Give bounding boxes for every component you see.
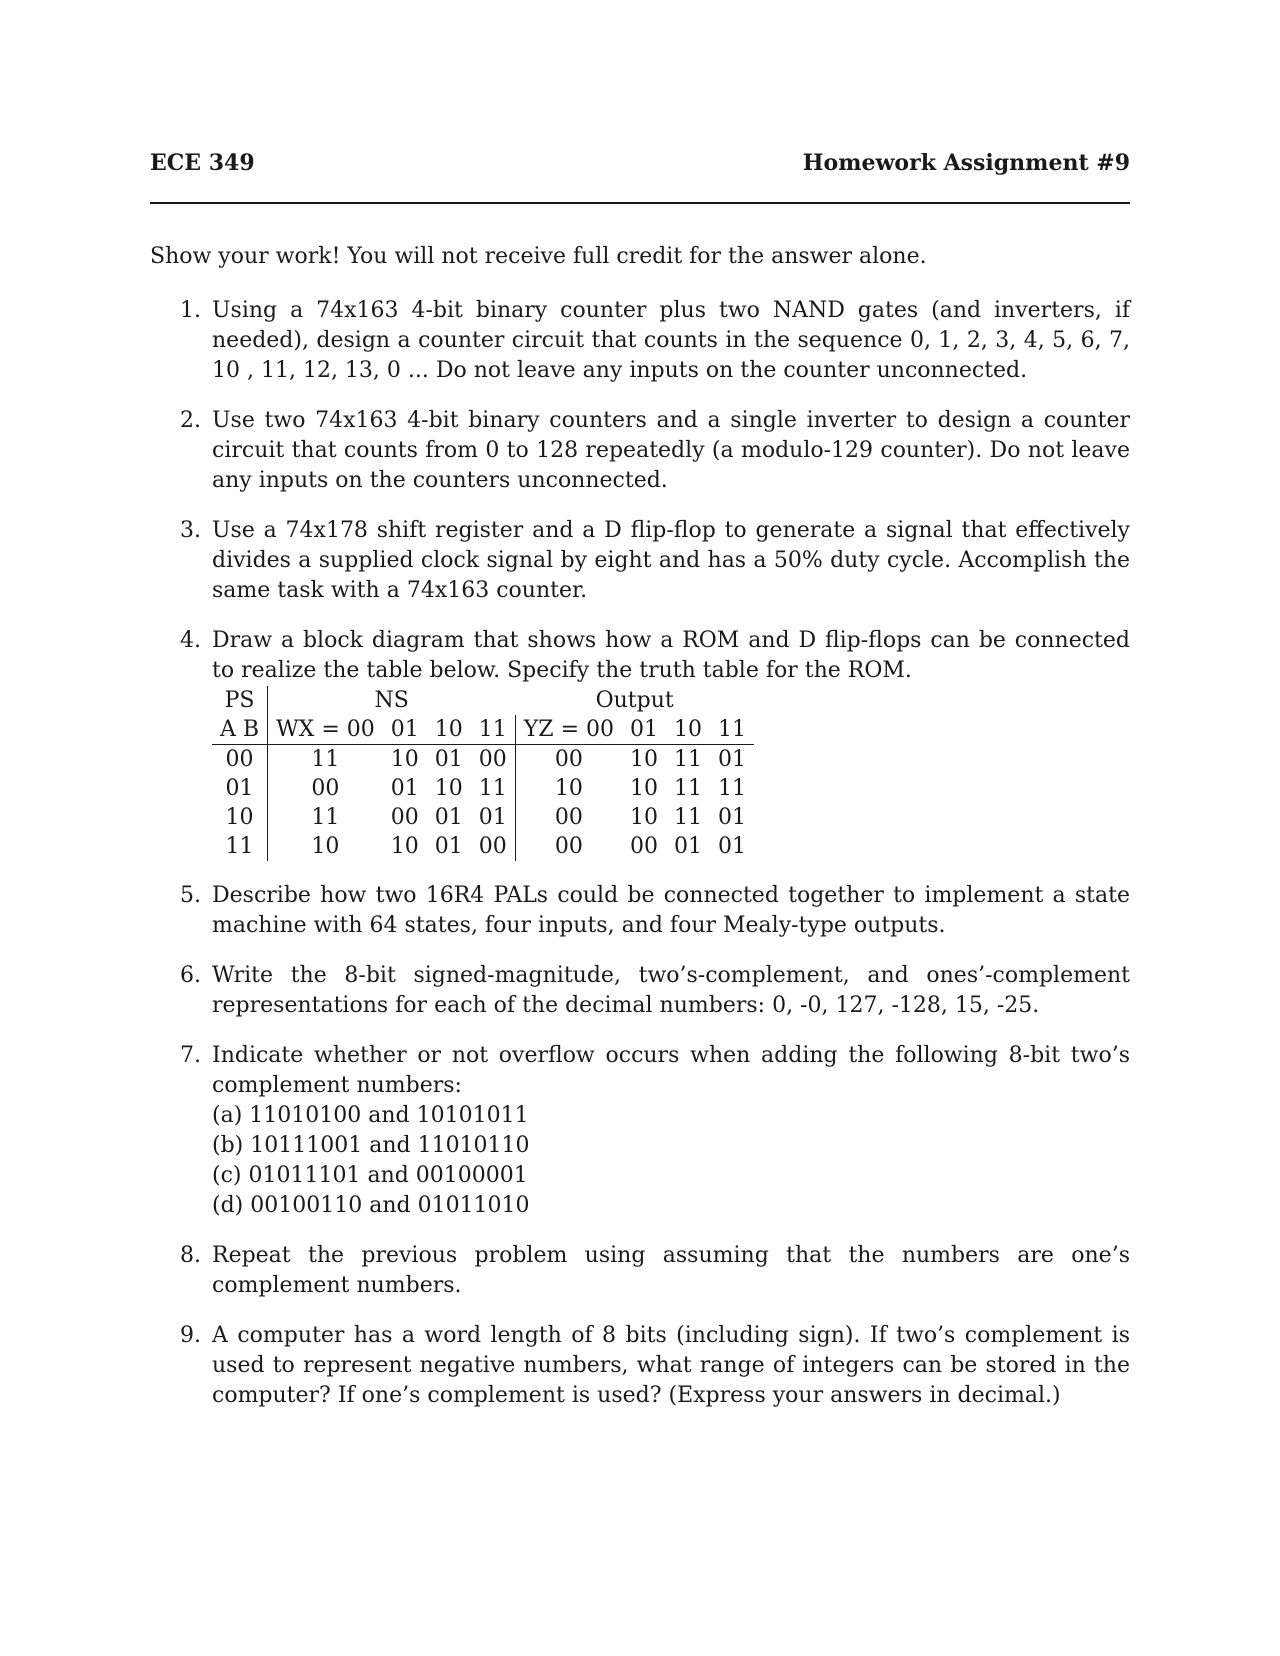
output-col-header: 10 <box>666 715 710 745</box>
problem-number: 6. <box>180 963 201 988</box>
ns-col-header: WX = 00 <box>268 715 383 745</box>
ns-col-header: 11 <box>471 715 516 745</box>
problem-text: Indicate whether or not overflow occurs when adding the following 8-bit two’s complement numbers: <box>212 1043 1130 1098</box>
problem-7 <box>150 1041 1130 1221</box>
output-cell: 11 <box>674 747 702 772</box>
output-cell: 00 <box>554 834 583 859</box>
ns-cell: 11 <box>311 747 340 772</box>
problem-5 <box>150 881 1130 941</box>
output-cell: 00 <box>554 805 583 830</box>
problem-text: Describe how two 16R4 PALs could be connected together to implement a state machine with 64 states, four inputs, and four Mealy-type outputs. <box>212 883 1130 938</box>
output-cell: 10 <box>630 805 658 830</box>
output-cell: 11 <box>674 776 702 801</box>
page-header <box>150 150 1130 190</box>
problem-number: 1. <box>180 298 201 323</box>
problem-text: Using a 74x163 4-bit binary counter plus two NAND gates (and inverters, if needed), design a counter circuit that counts in the sequence 0, 1, 2, 3, 4, 5, 6, 7, 10 , 11, 12, 13, 0 ... Do not leave any inputs on the counter unconnected. <box>212 298 1130 383</box>
problem-text: Use a 74x178 shift register and a D flip-flop to generate a signal that effectively divides a supplied clock signal by eight and has a 50% duty cycle. Accomplish the same task with a 74x163 counter. <box>212 518 1130 603</box>
ns-group-header: NS <box>374 688 409 713</box>
header-rule <box>150 202 1130 204</box>
problem-number: 9. <box>180 1323 201 1348</box>
problem-number: 4. <box>180 628 201 653</box>
problem-number: 3. <box>180 518 201 543</box>
ps-cell: 10 <box>212 803 268 832</box>
problem-9 <box>150 1321 1130 1411</box>
ns-cell: 10 <box>390 747 419 772</box>
output-cell: 11 <box>718 776 746 801</box>
problem-2 <box>150 406 1130 496</box>
ps-sub-header: A B <box>212 715 268 745</box>
subpart-c: (c) 01011101 and 00100001 <box>212 1163 528 1188</box>
intro-text: Show your work! You will not receive full credit for the answer alone. <box>150 244 927 269</box>
ns-cell: 11 <box>311 805 340 830</box>
problem-text: Draw a block diagram that shows how a ROM and D flip-flops can be connected to realize the table below. Specify the truth table for the ROM. <box>212 628 1130 683</box>
ps-cell: 11 <box>212 832 268 861</box>
output-cell: 10 <box>630 747 658 772</box>
problem-text: Use two 74x163 4-bit binary counters and a single inverter to design a counter circuit that counts from 0 to 128 repeatedly (a modulo-129 counter). Do not leave any inputs on the counters unconnected. <box>212 408 1130 493</box>
course-code: ECE 349 <box>150 150 255 176</box>
output-group-header: Output <box>595 688 674 713</box>
problem-number: 2. <box>180 408 201 433</box>
subpart-d: (d) 00100110 and 01011010 <box>212 1193 530 1218</box>
output-col-header: YZ = 00 <box>515 715 622 745</box>
output-col-header: 11 <box>710 715 754 745</box>
ns-cell: 10 <box>434 776 463 801</box>
output-cell: 00 <box>630 834 658 859</box>
problem-number: 8. <box>180 1243 201 1268</box>
table-row <box>212 803 754 832</box>
subpart-b: (b) 10111001 and 11010110 <box>212 1133 530 1158</box>
ns-cell: 01 <box>434 747 463 772</box>
table-row <box>212 774 754 803</box>
state-table <box>212 686 754 861</box>
problem-text: Write the 8-bit signed-magnitude, two’s-complement, and ones’-complement representations for each of the decimal numbers: 0, -0, 127, -128, 15, -25. <box>212 963 1130 1018</box>
subpart-a: (a) 11010100 and 10101011 <box>212 1103 529 1128</box>
output-col-header: 01 <box>622 715 666 745</box>
problem-text: Repeat the previous problem using assuming that the numbers are one’s complement numbers. <box>212 1243 1130 1298</box>
ns-col-header: 10 <box>427 715 471 745</box>
problem-3 <box>150 516 1130 606</box>
ns-cell: 01 <box>390 776 419 801</box>
output-cell: 01 <box>718 747 746 772</box>
problem-text: A computer has a word length of 8 bits (including sign). If two’s complement is used to represent negative numbers, what range of integers can be stored in the computer? If one’s complement is used? (Express your answers in decimal.) <box>212 1323 1130 1408</box>
ns-cell: 10 <box>311 834 340 859</box>
ns-cell: 00 <box>390 805 419 830</box>
ns-cell: 00 <box>471 745 516 775</box>
problem-8 <box>150 1241 1130 1301</box>
output-cell: 01 <box>718 805 746 830</box>
output-cell: 00 <box>554 747 583 772</box>
output-cell: 10 <box>630 776 658 801</box>
table-row <box>212 745 754 775</box>
ns-cell: 00 <box>471 832 516 861</box>
ns-cell: 01 <box>434 805 463 830</box>
ps-group-header: PS <box>212 686 268 715</box>
ns-cell: 00 <box>311 776 340 801</box>
problem-6 <box>150 961 1130 1021</box>
output-cell: 01 <box>674 834 702 859</box>
ps-cell: 00 <box>212 745 268 775</box>
problem-list <box>150 296 1130 1431</box>
ps-cell: 01 <box>212 774 268 803</box>
problem-4 <box>150 626 1130 861</box>
output-cell: 01 <box>718 834 746 859</box>
ns-col-header: 01 <box>383 715 427 745</box>
subpart-list <box>212 1101 1130 1221</box>
assignment-title: Homework Assignment #9 <box>802 150 1130 176</box>
problem-number: 7. <box>180 1043 201 1068</box>
problem-1 <box>150 296 1130 386</box>
ns-cell: 10 <box>390 834 419 859</box>
problem-number: 5. <box>180 883 201 908</box>
ns-cell: 01 <box>434 834 463 859</box>
table-row <box>212 832 754 861</box>
ns-cell: 01 <box>471 803 516 832</box>
output-cell: 11 <box>674 805 702 830</box>
ns-cell: 11 <box>471 774 516 803</box>
output-cell: 10 <box>554 776 583 801</box>
